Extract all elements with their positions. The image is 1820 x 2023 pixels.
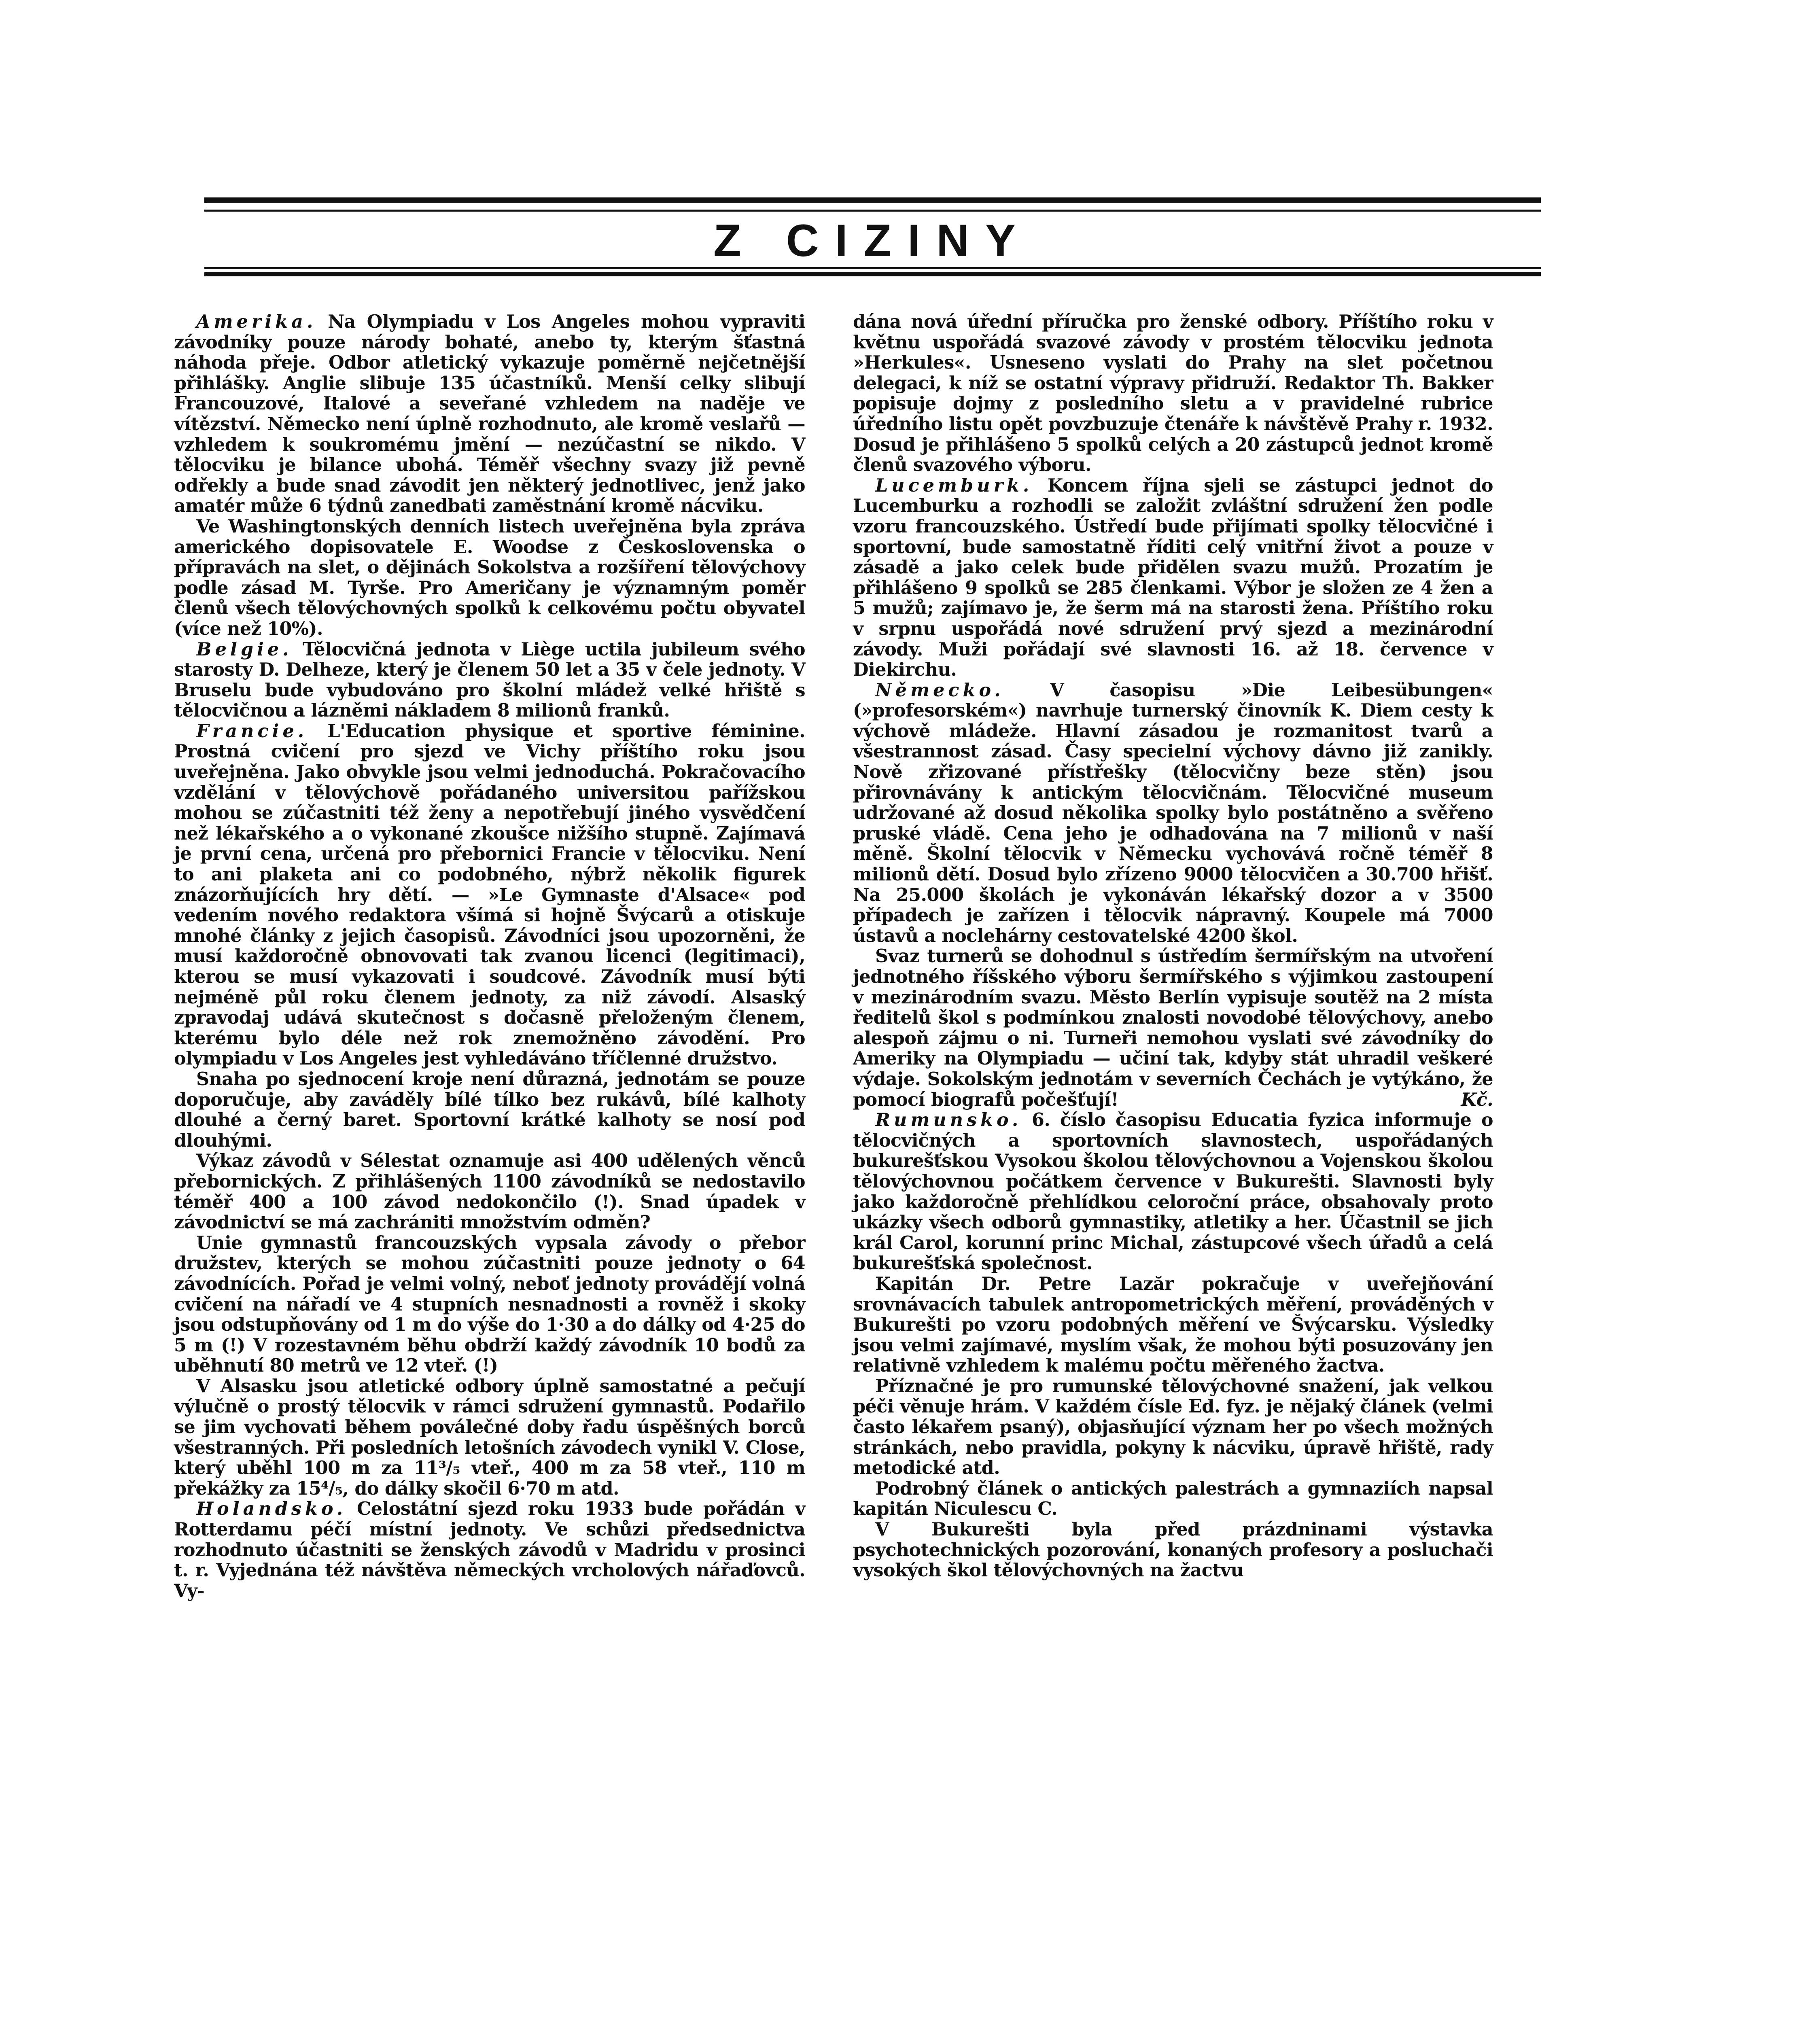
paragraph-text: Celostátní sjezd roku 1933 bude pořádán v Rotterdamu péčí místní jednoty. Ve schůzi předsednictva rozhodnuto účastniti se ženských závodů v Madridu v prosinci t. r. Vyjednána též návštěva německých vrcholových nářaďovců. Vy- xyxy=(174,1498,805,1601)
country-heading: Belgie. xyxy=(196,638,293,660)
country-heading: Německo. xyxy=(875,679,1004,701)
paragraph xyxy=(853,475,1493,680)
paragraph-text: Svaz turnerů se dohodnul s ústředím šermířským na utvoření jednotného říšského výboru šermířského s výjimkou zastoupení v mezinárodním svazu. Město Berlín vypisuje soutěž na 2 místa ředitelů škol s podmínkou znalosti novodobé tělovýchovy, anebo alespoň zájmu o ni. Turneři nemohou vyslati své závodníky do Ameriky na Olympiadu — učiní tak, kdyby stát uhradil veškeré výdaje. Sokolským jednotám v severních Čechách je vytýkáno, že pomocí biografů počešťují! xyxy=(853,946,1493,1110)
paragraph xyxy=(853,1519,1493,1581)
paragraph xyxy=(174,516,805,639)
paragraph-text: V Bukurešti byla před prázdninami výstavka psychotechnických pozorování, konaných profesory a posluchači vysokých škol tělovýchovných na žactvu xyxy=(853,1519,1493,1581)
paragraph-text: Podrobný článek o antických palestrách a gymnaziích napsal kapitán Niculescu C. xyxy=(853,1478,1493,1520)
paragraph-text: Unie gymnastů francouzských vypsala závody o přebor družstev, kterých se mohou zúčastniti pouze jednoty o 64 závodnících. Pořad je velmi volný, neboť jednoty provádějí volná cvičení na nářadí ve 4 stupních nesnadnosti a rovněž i skoky jsou odstupňovány od 1 m do výše do 1·30 a do dálky od 4·25 do 5 m (!) V rozestavném běhu obdrží každý závodník 10 bodů za uběhnutí 80 metrů ve 12 vteř. (!) xyxy=(174,1232,805,1376)
paragraph xyxy=(174,1151,805,1232)
paragraph-text: Kapitán Dr. Petre Lazăr pokračuje v uveřejňování srovnávacích tabulek antropometrických měření, prováděných v Bukurešti po vzoru podobných měření ve Švýcarsku. Výsledky jsou velmi zajímavé, myslím však, že mohou býti posuzovány jen relativně vzhledem k malému počtu měřeného žactva. xyxy=(853,1273,1493,1376)
paragraph xyxy=(853,680,1493,946)
paragraph-text: 6. číslo časopisu Educatia fyzica informuje o tělocvičných a sportovních slavnostech, uspořádaných bukurešťskou Vysokou školou tělovýchovnou a Vojenskou školou tělovýchovnou počátkem července v Bukurešti. Slavnosti byly jako každoročně přehlídkou celoroční práce, obsahovaly proto ukázky všech odborů gymnastiky, atletiky a her. Účastnil se jich král Carol, korunní princ Michal, zástupcové všech úřadů a celá bukurešťská společnost. xyxy=(853,1109,1493,1274)
country-heading: Rumunsko. xyxy=(875,1109,1022,1131)
paragraph-text: V časopisu »Die Leibesübungen« (»profesorském«) navrhuje turnerský činovník K. Diem cesty k výchově mládeže. Hlavní zásadou je rozmanitost tvarů a všestrannost zásad. Časy specielní výchovy dávno již zanikly. Nově zřizované přístřešky (tělocvičny beze stěn) jsou přirovnávány k antickým tělocvičnám. Tělocvičné museum udržované až dosud několika spolky bylo postátněno a svěřeno pruské vládě. Cena jeho je odhadována na 7 milionů v naší měně. Školní tělocvik v Německu vychovává ročně téměř 8 milionů dětí. Dosud bylo zřízeno 9000 tělocvičen a 30.700 hřišť. Na 25.000 školách je vykonáván lékařský dozor a v 3500 případech je zařízen i tělocvik nápravný. Koupele má 7000 ústavů a noclehárny cestovatelské 4200 škol. xyxy=(853,679,1493,946)
header-rule-top-thick xyxy=(204,197,1541,203)
paragraph-text: Ve Washingtonských denních listech uveřejněna byla zpráva amerického dopisovatele E. Woodse z Československa o přípravách na slet, o dějinách Sokolstva a rozšíření tělovýchovy podle zásad M. Tyrše. Pro Američany je významným poměr členů všech tělovýchovných spolků k celkovému počtu obyvatel (více než 10%). xyxy=(174,515,805,639)
paragraph xyxy=(174,721,805,1069)
paragraph xyxy=(853,1274,1493,1376)
paragraph xyxy=(174,1233,805,1376)
paragraph-text: Koncem října sjeli se zástupci jednot do Lucemburku a rozhodli se založit zvláštní sdružení žen podle vzoru francouzského. Ústředí bude přijímati spolky tělocvičné i sportovní, bude samostatně říditi celý vnitřní život a pouze v zásadě a jako celek bude přidělen svazu mužů. Prozatím je přihlášeno 9 spolků se 285 členkami. Výbor je složen ze 4 žen a 5 mužů; zajímavo je, že šerm má na starosti žena. Příštího roku v srpnu uspořádá nové sdružení prvý sjezd a mezinárodní závody. Muži pořádají své slavnosti 16. až 18. července v Diekirchu. xyxy=(853,475,1493,681)
paragraph xyxy=(853,946,1493,1110)
paragraph xyxy=(174,639,805,721)
paragraph-text: Snaha po sjednocení kroje není důrazná, jednotám se pouze doporučuje, aby zaváděly bílé tílko bez rukávů, bílé kalhoty dlouhé a černý baret. Sportovní krátké kalhoty se nosí pod dlouhými. xyxy=(174,1068,805,1151)
paragraph xyxy=(853,312,1493,475)
paragraph-text: Tělocvičná jednota v Liège uctila jubileum svého starosty D. Delheze, který je členem 50 let a 35 v čele jednoty. V Bruselu bude vybudováno pro školní mládež velké hřiště s tělocvičnou a lázněmi nákladem 8 milionů franků. xyxy=(174,638,805,721)
paragraph xyxy=(853,1110,1493,1274)
header-rule-top-thin xyxy=(204,210,1541,212)
country-heading: Holandsko. xyxy=(196,1498,347,1520)
paragraph-text: Na Olympiadu v Los Angeles mohou vypraviti závodníky pouze národy bohaté, anebo ty, kterým šťastná náhoda přeje. Odbor atletický vykazuje poměrně nejčetnější přihlášky. Anglie slibuje 135 účastníků. Menší celky slibují Francouzové, Italové a seveřané vzhledem na naděje ve vítězství. Německo není úplně rozhodnuto, ale kromě veslařů — vzhledem k soukromému jmění — nezúčastní se nikdo. V tělocviku je bilance ubohá. Téměř všechny svazy již pevně odřekly a bude snad závodit jen některý jednotlivec, jenž jako amatér může 6 týdnů zanedbati zaměstnání kromě nácviku. xyxy=(174,311,805,517)
paragraph-text: V Alsasku jsou atletické odbory úplně samostatné a pečují výlučně o prostý tělocvik v rámci sdružení gymnastů. Podařilo se jim vychovati během poválečné doby řadu úspěšných borců všestranných. Při posledních letošních závodech vynikl V. Close, který uběhl 100 m za 11³/₅ vteř., 400 m za 58 vteř., 110 m překážky za 15⁴/₅, do dálky skočil 6·70 m atd. xyxy=(174,1375,805,1499)
header-rule-bottom-thin xyxy=(204,267,1541,269)
paragraph xyxy=(174,312,805,516)
paragraph xyxy=(853,1478,1493,1519)
paragraph xyxy=(174,1069,805,1151)
paragraph-text: L'Education physique et sportive féminine. Prostná cvičení pro sjezd ve Vichy příštího roku jsou uveřejněna. Jako obvykle jsou velmi jednoduchá. Pokračovacího vzdělání v tělovýchově pořádaného universitou pařížskou mohou se zúčastniti též ženy a nepotřebují jiného vysvědčení než lékařského a o vykonané zkoušce nižšího stupně. Zajímavá je první cena, určená pro přebornici Francie v tělocviku. Není to ani plaketa ani co podobného, nýbrž několik figurek znázorňujících hry dětí. — »Le Gymnaste d'Alsace« pod vedením nového redaktora všímá si hojně Švýcarů a otiskuje mnohé články z jejich časopisů. Závodníci jsou upozorněni, že musí každoročně obnovovati tak zvanou licenci (legitimaci), kterou se musí vykazovati i soudcové. Závodník musí býti nejméně půl roku členem jednoty, za niž závodí. Alsaský zpravodaj udává skutečnost s dočasně přeloženým členem, kterému bylo déle než rok znemožněno závodění. Pro olympiadu v Los Angeles jest vyhledáváno tříčlenné družstvo. xyxy=(174,720,805,1069)
left-column xyxy=(174,312,805,1601)
paragraph-text: Výkaz závodů v Sélestat oznamuje asi 400 udělených věnců přebornických. Z přihlášených 1100 závodníků se nedostavilo téměř 400 a 100 závod nedokončilo (!). Snad úpadek v závodnictví se má zachrániti množstvím odměn? xyxy=(174,1150,805,1233)
paragraph xyxy=(174,1376,805,1499)
header-rule-bottom-thick xyxy=(204,272,1541,276)
country-heading: Lucemburk. xyxy=(875,475,1033,496)
right-column xyxy=(853,312,1493,1581)
paragraph xyxy=(174,1499,805,1601)
country-heading: Francie. xyxy=(196,720,308,742)
author-signature: Kč. xyxy=(1461,1089,1493,1110)
page-title: Z CIZINY xyxy=(713,215,1032,266)
paragraph xyxy=(853,1376,1493,1478)
country-heading: Amerika. xyxy=(196,311,317,332)
paragraph-text: Příznačné je pro rumunské tělovýchovné snažení, jak velkou péči věnuje hrám. V každém čísle Ed. fyz. je nějaký článek (velmi často lékařem psaný), objasňující význam her po všech možných stránkách, nebo pravidla, pokyny k nácviku, úpravě hřiště, rady metodické atd. xyxy=(853,1375,1493,1479)
paragraph-text: dána nová úřední příručka pro ženské odbory. Příštího roku v květnu uspořádá svazové závody v prostém tělocviku jednota »Herkules«. Usneseno vyslati do Prahy na slet početnou delegaci, k níž se ostatní výpravy přidruží. Redaktor Th. Bakker popisuje dojmy z posledního sletu a v pravidelné rubrice úředního listu opět povzbuzuje čtenáře k návštěvě Prahy r. 1932. Dosud je přihlášeno 5 spolků celých a 20 zástupců jednot kromě členů svazového výboru. xyxy=(853,311,1493,476)
